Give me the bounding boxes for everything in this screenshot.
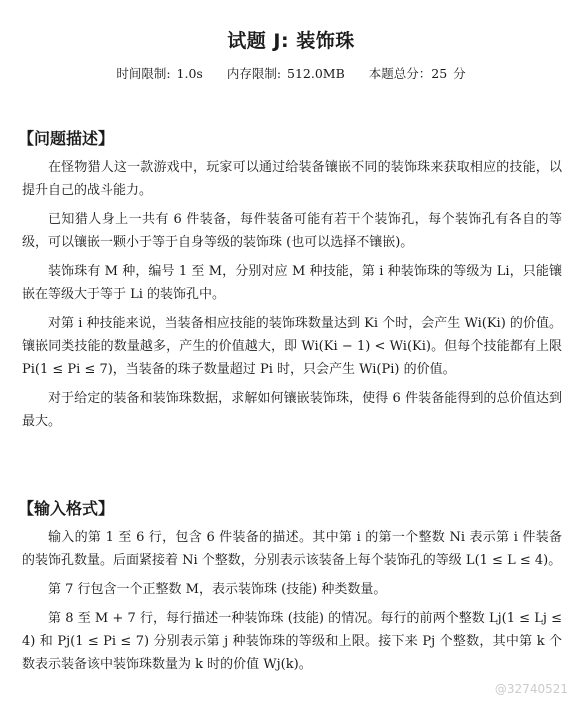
- paragraph: 对第 i 种技能来说，当装备相应技能的装饰珠数量达到 Ki 个时，会产生 Wi(Ki) 的价值。镶嵌同类技能的数量越多，产生的价值越大，即 Wi(Ki − 1) < Wi(Ki)。但每个技能都有上限 Pi(1 ≤ Pi ≤ 7)，当装备的珠子数量超过 Pi 时，只会产生 Wi(Pi) 的价值。: [22, 316, 562, 377]
- watermark: @32740521: [494, 682, 568, 696]
- problem-description-body: [22, 156, 562, 439]
- paragraph: 在怪物猎人这一款游戏中，玩家可以通过给装备镶嵌不同的装饰珠来获取相应的技能，以提升自己的战斗能力。: [22, 160, 562, 198]
- paragraph: 对于给定的装备和装饰珠数据，求解如何镶嵌装饰珠，使得 6 件装备能得到的总价值达到最大。: [22, 391, 562, 429]
- time-limit: 时间限制: 1.0s: [116, 66, 203, 81]
- paragraph: 已知猎人身上一共有 6 件装备，每件装备可能有若干个装饰孔，每个装饰孔有各自的等级，可以镶嵌一颗小于等于自身等级的装饰珠 (也可以选择不镶嵌)。: [22, 212, 562, 250]
- paragraph: 第 8 至 M + 7 行，每行描述一种装饰珠 (技能) 的情况。每行的前两个整数 Lj(1 ≤ Lj ≤ 4) 和 Pj(1 ≤ Pi ≤ 7) 分别表示第 j 种装饰珠的等级和上限。接下来 Pj 个整数，其中第 k 个数表示装备该中装饰珠数量为 k 时的价值 Wj(k)。: [22, 611, 562, 672]
- paragraph: 装饰珠有 M 种，编号 1 至 M，分别对应 M 种技能，第 i 种装饰珠的等级为 Li，只能镶嵌在等级大于等于 Li 的装饰孔中。: [22, 264, 562, 302]
- paragraph: 第 7 行包含一个正整数 M，表示装饰珠 (技能) 种类数量。: [48, 582, 387, 597]
- memory-limit: 内存限制: 512.0MB: [226, 66, 345, 81]
- total-score: 本题总分：25 分: [368, 66, 466, 81]
- section-heading-problem-description: 【问题描述】: [18, 129, 115, 148]
- input-format-body: [22, 526, 562, 682]
- section-heading-input-format: 【输入格式】: [18, 499, 115, 518]
- limits-line: [0, 64, 582, 82]
- page-title: 试题 J: 装饰珠: [227, 30, 355, 52]
- paragraph: 输入的第 1 至 6 行，包含 6 件装备的描述。其中第 i 的第一个整数 Ni 表示第 i 件装备的装饰孔数量。后面紧接着 Ni 个整数，分别表示该装备上每个装饰孔的等级 L(1 ≤ L ≤ 4)。: [22, 530, 562, 568]
